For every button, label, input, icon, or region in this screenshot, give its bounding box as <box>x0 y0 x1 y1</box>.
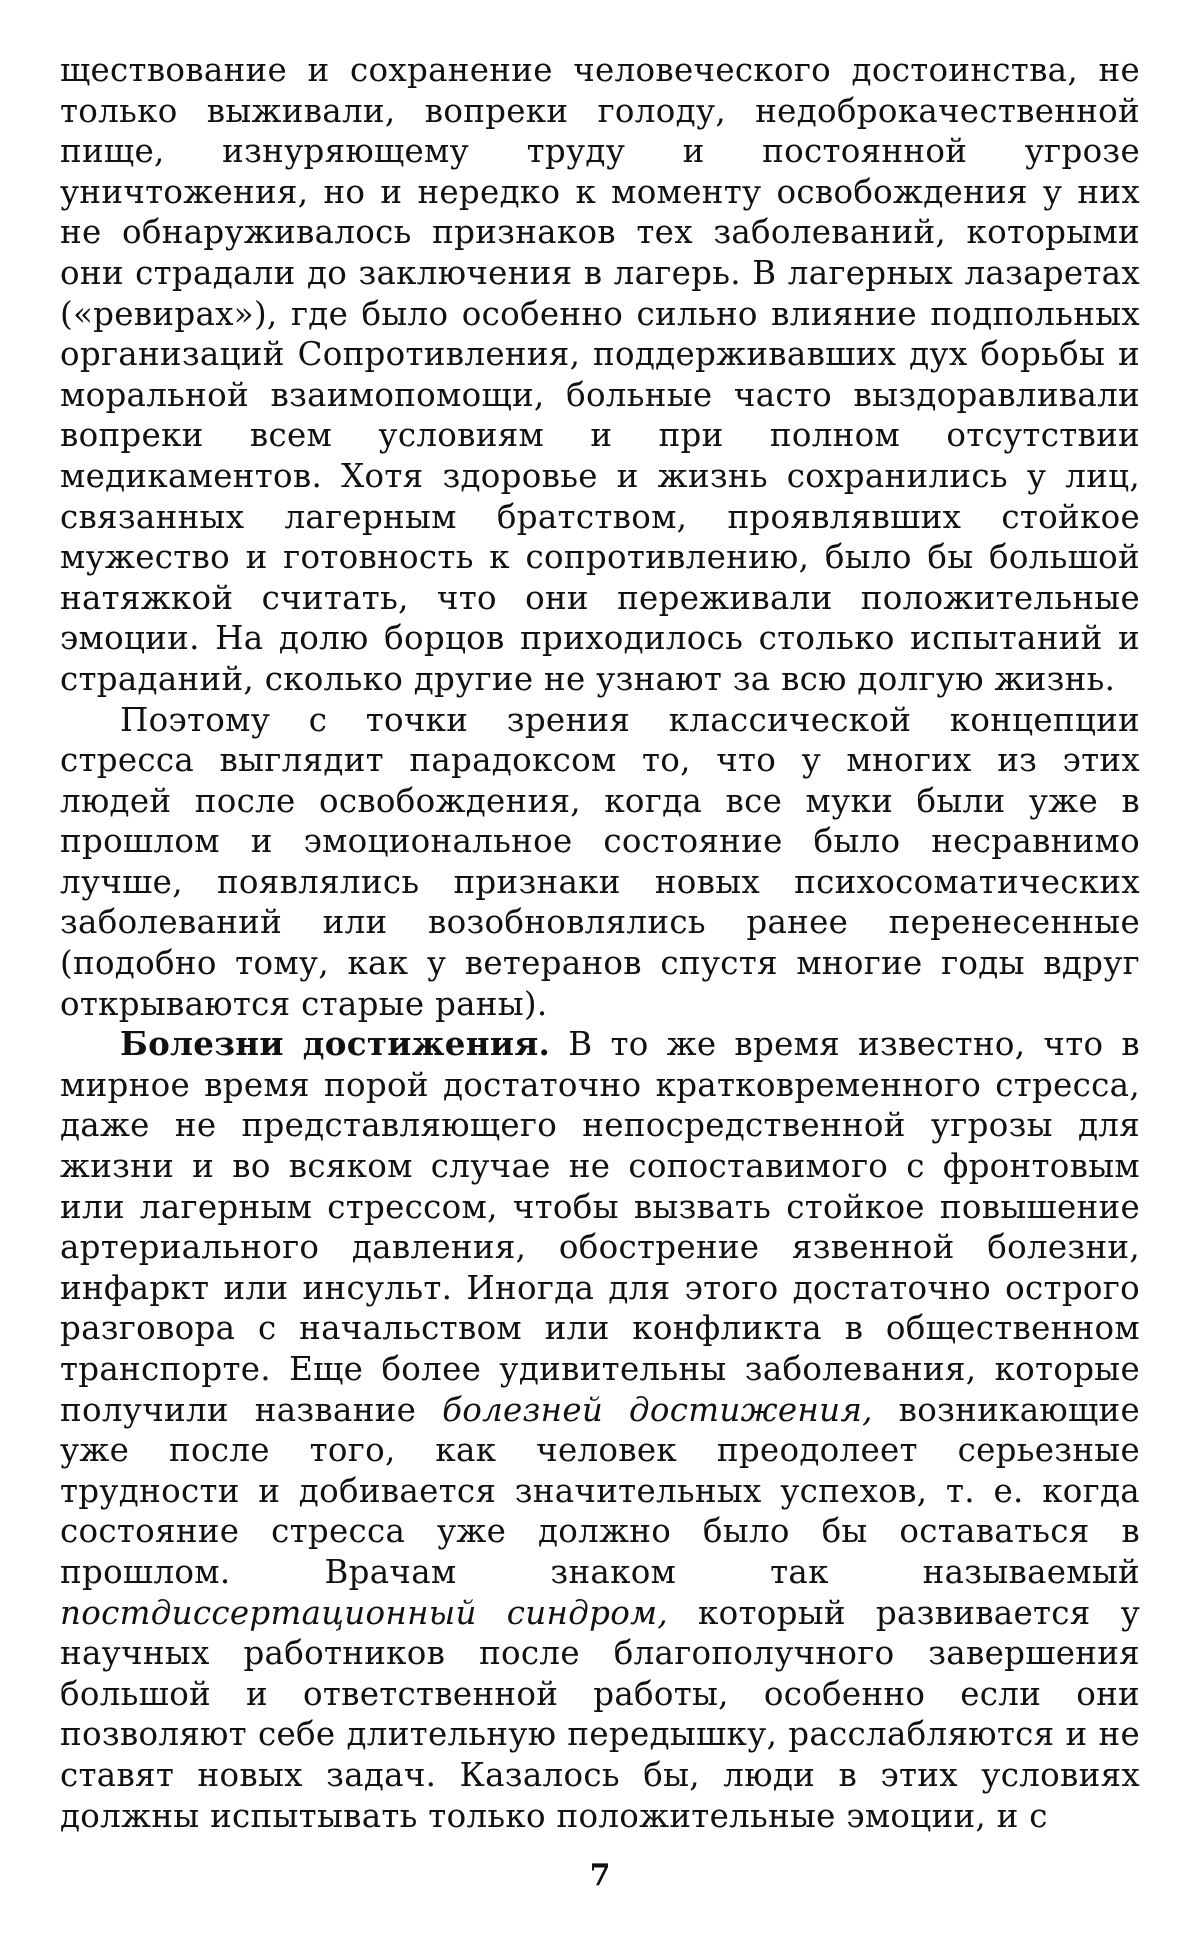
paragraph-text: В то же время известно, что в мирное время порой достаточно кратковременного стресса, даже не представляющего непосредственной угрозы для жизни и во всяком случае не сопоставимого с фронтовым или лагерным стрессом, чтобы вызвать стойкое повышение артериального давления, обострение язвенной болезни, инфаркт или инсульт. Иногда для этого достаточно острого разговора с начальством или конфликта в общественном транспорте. Еще более удивительны заболевания, которые получили название <box>60 1025 1140 1429</box>
italic-term: постдиссертационный синдром, <box>60 1593 668 1632</box>
italic-term: болезней достижения, <box>442 1390 873 1429</box>
paragraph-continued <box>60 50 1140 700</box>
paragraph-paradox <box>60 700 1140 1025</box>
page-body <box>60 50 1140 1836</box>
paragraph-diseases-of-achievement <box>60 1024 1140 1836</box>
paragraph-text: Поэтому с точки зрения классической концепции стресса выглядит парадоксом то, что у многих из этих людей после освобождения, когда все муки были уже в прошлом и эмоциональное состояние было несравнимо лучше, появлялись признаки новых психосоматических заболеваний или возобновлялись ранее перенесенные (подобно тому, как у ветеранов спустя многие годы вдруг открываются старые раны). <box>60 700 1140 1023</box>
page-number: 7 <box>589 1858 611 1893</box>
paragraph-text: ществование и сохранение человеческого достоинства, не только выживали, вопреки голоду, недоброкачественной пище, изнуряющему труду и постоянной угрозе уничтожения, но и нередко к моменту освобождения у них не обнаруживалось признаков тех заболеваний, которыми они страдали до заключения в лагерь. В лагерных лазаретах («ревирах»), где было особенно сильно влияние подпольных организаций Сопротивления, поддерживавших дух борьбы и моральной взаимопомощи, больные часто выздоравливали вопреки всем условиям и при полном отсутствии медикаментов. Хотя здоровье и жизнь сохранились у лиц, связанных лагерным братством, проявлявших стойкое мужество и готовность к сопротивлению, было бы большой натяжкой считать, что они переживали положительные эмоции. На долю борцов приходилось столько испытаний и страданий, сколько другие не узнают за всю долгую жизнь. <box>60 51 1140 698</box>
paragraph-text: возникающие уже после того, как человек преодолеет серьезные трудности и добивается значительных успехов, т. е. когда состояние стресса уже должно было бы оставаться в прошлом. Врачам знаком так называемый <box>60 1390 1140 1591</box>
section-heading: Болезни достижения. <box>120 1024 551 1064</box>
paragraph-text: который развивается у научных работников после благополучного завершения большой и ответственной работы, особенно если они позволяют себе длительную передышку, расслабляются и не ставят новых задач. Казалось бы, люди в этих условиях должны испытывать только положительные эмоции, и с <box>60 1593 1140 1835</box>
